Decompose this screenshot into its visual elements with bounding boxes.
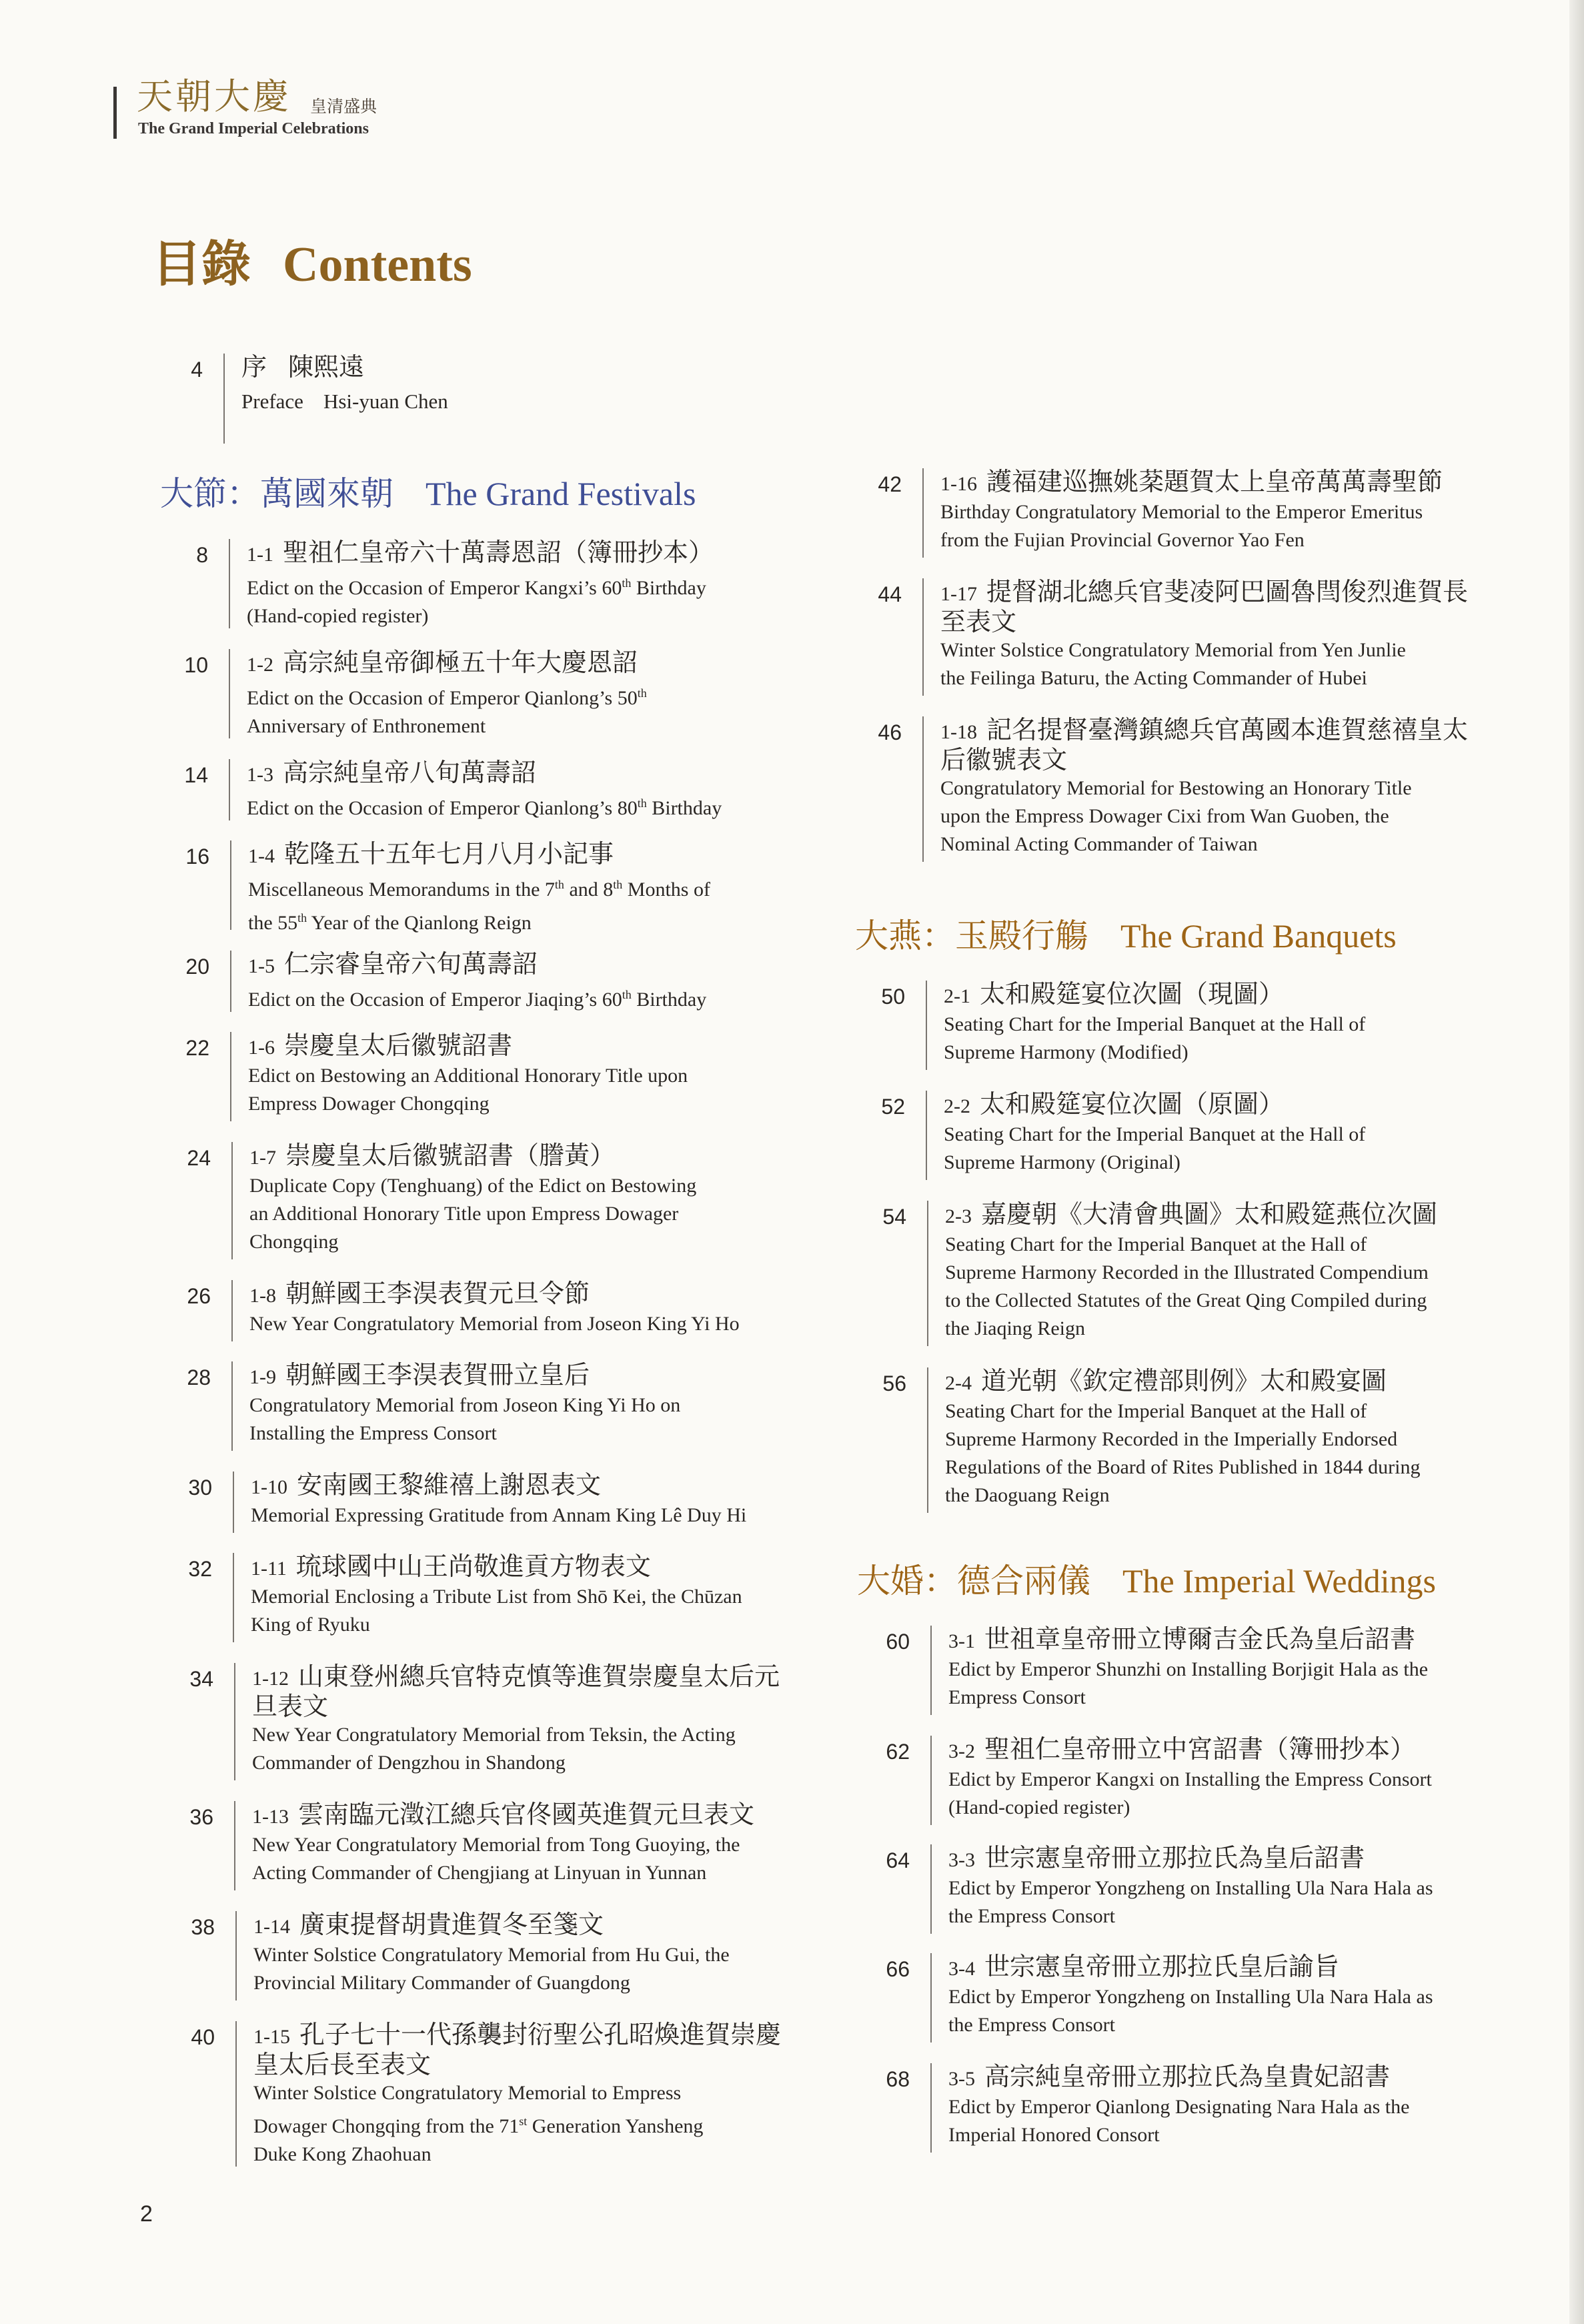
entry-title-cn: 2-1 太和殿筵宴位次圖（現圖） — [944, 981, 1285, 1009]
entry-body — [249, 1280, 740, 1338]
entry-title-en: Edict on Bestowing an Additional Honorary Title upon — [248, 1065, 688, 1087]
section-festivals-cn: 大節：萬國來朝 — [160, 475, 393, 512]
page-number: 46 — [878, 720, 902, 744]
entry-title-cn: 3-2 聖祖仁皇帝冊立中宮詔書（簿冊抄本） — [948, 1736, 1416, 1764]
entry-title-en: the Empress Consort — [948, 2014, 1115, 2036]
entry-title-cn: 3-5 高宗純皇帝冊立那拉氏為皇貴妃詔書 — [948, 2063, 1391, 2091]
entry-title-en: Memorial Expressing Gratitude from Annam King Lê Duy Hi — [251, 1504, 747, 1526]
entry-number: 1-8 — [249, 1285, 276, 1307]
entry-rule — [231, 1280, 233, 1341]
entry-rule — [233, 1472, 234, 1533]
header-en-title: The Grand Imperial Celebrations — [138, 120, 369, 137]
entry-number: 2-3 — [945, 1205, 972, 1227]
entry-body — [948, 1626, 1428, 1712]
entry-body — [251, 1472, 746, 1530]
entry-title-en: Anniversary of Enthronement — [247, 715, 486, 737]
page-number: 4 — [191, 358, 203, 382]
entry-title-en: Edict on the Occasion of Emperor Qianlong’s 80th Birthday — [247, 796, 722, 819]
entry-title-cn: 1-17 提督湖北總兵官斐凌阿巴圖魯閆俊烈進賀長 — [940, 578, 1469, 606]
entry-body — [248, 840, 710, 937]
entry-title-cn: 1-12 山東登州總兵官特克慎等進賀崇慶皇太后元 — [252, 1663, 780, 1691]
entry-body — [944, 981, 1365, 1067]
entry-title-en: Nominal Acting Commander of Taiwan — [940, 833, 1258, 855]
entry-title-cn: 1-2 高宗純皇帝御極五十年大慶恩詔 — [247, 649, 638, 677]
section-festivals-en: The Grand Festivals — [426, 475, 696, 512]
page-number: 30 — [188, 1476, 212, 1500]
page-number: 40 — [191, 2025, 215, 2049]
entry-title-en: Seating Chart for the Imperial Banquet at the Hall of — [944, 1013, 1366, 1035]
entry-title-cn: 1-3 高宗純皇帝八旬萬壽詔 — [247, 759, 537, 787]
entry-number: 2-2 — [944, 1095, 970, 1117]
entry-body — [249, 1142, 696, 1256]
entry-title-cn: 1-1 聖祖仁皇帝六十萬壽恩詔（簿冊抄本） — [247, 539, 714, 567]
section-weddings-cn: 大婚：德合兩儀 — [857, 1562, 1090, 1600]
entry-number: 3-5 — [948, 2068, 975, 2090]
entry-title-cn: 2-2 太和殿筵宴位次圖（原圖） — [944, 1091, 1285, 1119]
entry-title-en: Congratulatory Memorial from Joseon King Yi Ho on — [249, 1394, 681, 1416]
entry-body — [247, 649, 647, 740]
page-number: 14 — [184, 763, 208, 787]
entry-number: 1-11 — [251, 1558, 287, 1580]
entry-body — [247, 759, 722, 822]
entry-rule — [930, 1953, 932, 2043]
entry-title-en: Edict by Emperor Yongzheng on Installing Ula Nara Hala as — [948, 1877, 1433, 1899]
entry-title-cn: 2-4 道光朝《欽定禮部則例》太和殿宴圖 — [945, 1367, 1387, 1395]
page-number: 36 — [189, 1805, 213, 1829]
entry-number: 3-1 — [948, 1630, 975, 1652]
entry-title-en: Edict on the Occasion of Emperor Kangxi’s 60th Birthday — [247, 576, 706, 599]
entry-rule — [233, 1553, 234, 1642]
entry-title-en: Supreme Harmony Recorded in the Illustrated Compendium — [945, 1261, 1429, 1283]
entry-title-cn: 1-16 護福建巡撫姚棻題賀太上皇帝萬萬壽聖節 — [940, 468, 1443, 496]
preface-label-en: Preface — [241, 390, 303, 413]
section-heading-weddings — [857, 1564, 1436, 1598]
entry-title-en: the Jiaqing Reign — [945, 1317, 1085, 1339]
entry-title-en: the Feilinga Baturu, the Acting Commander of Hubei — [940, 667, 1367, 689]
entry-title-cn: 1-7 崇慶皇太后徽號詔書（謄黃） — [249, 1142, 616, 1170]
entry-rule — [926, 981, 927, 1070]
entry-number: 1-18 — [940, 721, 977, 743]
entry-rule — [922, 468, 924, 558]
entry-title-en: from the Fujian Provincial Governor Yao Fen — [940, 529, 1305, 551]
entry-body — [945, 1367, 1420, 1510]
page-number: 64 — [886, 1848, 910, 1872]
entry-body — [248, 1032, 688, 1118]
entry-title-en: Supreme Harmony (Modified) — [944, 1041, 1189, 1063]
page-number: 44 — [878, 582, 902, 606]
entry-number: 3-4 — [948, 1958, 975, 1980]
entry-body — [948, 1953, 1433, 2039]
entry-number: 1-5 — [248, 955, 275, 977]
entry-title-en: the Empress Consort — [948, 1905, 1115, 1927]
entry-number: 1-13 — [252, 1806, 289, 1828]
entry-rule — [930, 1844, 932, 1934]
entry-rule — [229, 539, 230, 628]
entry-number: 1-16 — [940, 473, 977, 495]
entry-number: 1-1 — [247, 544, 273, 566]
entry-number: 1-6 — [248, 1037, 275, 1059]
page-folio: 2 — [140, 2201, 153, 2227]
contents-title-en: Contents — [283, 237, 472, 292]
section-banquets-en: The Grand Banquets — [1120, 917, 1397, 955]
entry-title-en: Memorial Enclosing a Tribute List from Shō Kei, the Chūzan — [251, 1586, 742, 1608]
entry-rule — [230, 840, 231, 930]
entry-body — [940, 578, 1468, 692]
page-number: 52 — [881, 1095, 905, 1119]
entry-number: 1-7 — [249, 1147, 276, 1169]
entry-number: 1-15 — [253, 2026, 290, 2048]
entry-number: 1-12 — [252, 1668, 289, 1690]
section-banquets-cn: 大燕：玉殿行觴 — [855, 917, 1088, 955]
entry-title-en: (Hand-copied register) — [948, 1796, 1130, 1818]
entry-title-en: Chongqing — [249, 1231, 339, 1253]
entry-title-en: Duplicate Copy (Tenghuang) of the Edict on Bestowing — [249, 1175, 697, 1197]
entry-title-en: Dowager Chongqing from the 71st Generation Yansheng — [253, 2115, 704, 2137]
page-number: 24 — [187, 1146, 211, 1170]
page-number: 60 — [886, 1630, 910, 1654]
entry-title-cn: 旦表文 — [252, 1693, 329, 1721]
entry-body — [251, 1553, 742, 1639]
page-number: 56 — [882, 1371, 906, 1395]
page-number: 8 — [196, 543, 208, 567]
entry-title-en: Winter Solstice Congratulatory Memorial from Yen Junlie — [940, 639, 1406, 661]
entry-title-en: Birthday Congratulatory Memorial to the Emperor Emeritus — [940, 501, 1423, 523]
entry-title-en: Congratulatory Memorial for Bestowing an Honorary Title — [940, 777, 1412, 799]
entry-body — [945, 1201, 1437, 1343]
entry-title-en: New Year Congratulatory Memorial from Teksin, the Acting — [252, 1724, 736, 1746]
entry-number: 1-9 — [249, 1366, 276, 1388]
preface-author-cn: 陳熙遠 — [288, 354, 365, 382]
entry-title-cn: 皇太后長至表文 — [253, 2051, 432, 2079]
entry-title-en: Provincial Military Commander of Guangdong — [253, 1972, 630, 1994]
entry-title-en: an Additional Honorary Title upon Empress Dowager — [249, 1203, 679, 1225]
contents-title-cn: 目錄 — [152, 237, 251, 292]
entry-title-en: the 55th Year of the Qianlong Reign — [248, 911, 532, 934]
entry-body — [252, 1663, 780, 1777]
header-cn-title: 天朝大慶 — [137, 77, 291, 117]
page-number: 32 — [188, 1557, 212, 1581]
entry-title-en: Miscellaneous Memorandums in the 7th and 8th Months of — [248, 878, 710, 901]
entry-title-en: New Year Congratulatory Memorial from Joseon King Yi Ho — [249, 1313, 740, 1335]
page-edge — [1569, 0, 1584, 2324]
contents-title — [152, 237, 472, 292]
entry-title-en: Edict by Emperor Shunzhi on Installing Borjigit Hala as the — [948, 1658, 1429, 1680]
entry-title-en: Supreme Harmony (Original) — [944, 1151, 1180, 1173]
entry-rule — [930, 1736, 932, 1825]
page-number: 22 — [185, 1036, 209, 1060]
entry-body — [249, 1361, 680, 1447]
entry-title-cn: 3-4 世宗憲皇帝冊立那拉氏皇后諭旨 — [948, 1953, 1340, 1981]
entry-title-cn: 1-11 琉球國中山王尚敬進貢方物表文 — [251, 1553, 651, 1581]
entry-body — [248, 951, 706, 1014]
entry-title-en: Edict by Emperor Qianlong Designating Nara Hala as the — [948, 2096, 1410, 2118]
entry-title-en: Empress Consort — [948, 1686, 1086, 1708]
entry-title-cn: 1-4 乾隆五十五年七月八月小記事 — [248, 840, 614, 868]
entry-body — [948, 1736, 1432, 1822]
entry-rule — [930, 1626, 932, 1715]
entry-number: 3-2 — [948, 1740, 975, 1762]
page-number: 66 — [886, 1957, 910, 1981]
entry-number: 3-3 — [948, 1849, 975, 1871]
entry-body — [253, 1911, 730, 1997]
entry-title-en: Duke Kong Zhaohuan — [253, 2143, 432, 2165]
entry-body — [247, 539, 714, 630]
entry-title-en: Edict on the Occasion of Emperor Jiaqing’s 60th Birthday — [248, 988, 707, 1011]
entry-title-en: Seating Chart for the Imperial Banquet at the Hall of — [945, 1233, 1367, 1255]
entry-title-en: Edict by Emperor Kangxi on Installing the Empress Consort — [948, 1768, 1432, 1790]
entry-title-cn: 1-10 安南國王黎維禧上謝恩表文 — [251, 1472, 602, 1500]
entry-body — [253, 2021, 781, 2169]
entry-rule — [926, 1091, 927, 1180]
entry-title-en: Winter Solstice Congratulatory Memorial from Hu Gui, the — [253, 1944, 730, 1966]
section-heading-banquets — [855, 919, 1397, 953]
entry-title-en: Installing the Empress Consort — [249, 1422, 497, 1444]
entry-title-en: New Year Congratulatory Memorial from Tong Guoying, the — [252, 1834, 740, 1856]
page-number: 28 — [187, 1365, 211, 1389]
entry-title-cn: 1-8 朝鮮國王李淏表賀元旦令節 — [249, 1280, 590, 1308]
entry-number: 1-17 — [940, 583, 977, 605]
header-cn-subtitle: 皇清盛典 — [310, 98, 377, 116]
page-number: 26 — [187, 1284, 211, 1308]
entry-body — [252, 1801, 754, 1887]
page-number: 38 — [191, 1915, 215, 1939]
entry-title-en: Winter Solstice Congratulatory Memorial to Empress — [253, 2082, 682, 2104]
page-number: 68 — [886, 2067, 910, 2091]
entry-number: 1-4 — [248, 845, 275, 867]
entry-rule — [927, 1367, 928, 1513]
entry-rule — [231, 1142, 233, 1259]
section-heading-festivals — [160, 477, 696, 510]
entry-title-en: Seating Chart for the Imperial Banquet at the Hall of — [944, 1123, 1366, 1145]
entry-title-cn: 1-18 記名提督臺灣鎮總兵官萬國本進賀慈禧皇太 — [940, 716, 1469, 744]
entry-rule — [223, 354, 225, 444]
entry-number: 2-1 — [944, 985, 970, 1007]
entry-number: 1-14 — [253, 1916, 290, 1938]
entry-title-en: Supreme Harmony Recorded in the Imperially Endorsed — [945, 1428, 1398, 1450]
entry-title-en: the Daoguang Reign — [945, 1484, 1110, 1506]
entry-title-en: Edict by Emperor Yongzheng on Installing Ula Nara Hala as — [948, 1986, 1433, 2008]
entry-title-en: (Hand-copied register) — [247, 605, 429, 627]
entry-rule — [235, 1911, 237, 2000]
entry-rule — [234, 1801, 235, 1890]
entry-title-en: Imperial Honored Consort — [948, 2124, 1160, 2146]
entry-number: 1-2 — [247, 654, 273, 676]
page-number: 54 — [882, 1205, 906, 1229]
entry-title-cn: 1-6 崇慶皇太后徽號詔書 — [248, 1032, 513, 1060]
entry-title-cn: 1-9 朝鮮國王李淏表賀冊立皇后 — [249, 1361, 590, 1389]
entry-number: 2-4 — [945, 1372, 972, 1394]
page-number: 10 — [184, 653, 208, 677]
entry-body — [944, 1091, 1365, 1177]
entry-rule — [235, 2021, 237, 2167]
entry-rule — [922, 578, 924, 696]
entry-title-cn: 1-13 雲南臨元澂江總兵官佟國英進賀元旦表文 — [252, 1801, 755, 1829]
entry-title-cn: 1-5 仁宗睿皇帝六旬萬壽詔 — [248, 951, 538, 979]
preface-label-cn: 序 — [241, 354, 267, 382]
entry-title-en: Regulations of the Board of Rites Published in 1844 during — [945, 1456, 1421, 1478]
entry-body — [948, 2063, 1409, 2149]
page-number: 50 — [881, 985, 905, 1009]
entry-title-en: Seating Chart for the Imperial Banquet at the Hall of — [945, 1400, 1367, 1422]
entry-title-en: Acting Commander of Chengjiang at Linyuan in Yunnan — [252, 1862, 707, 1884]
preface-author-en: Hsi-yuan Chen — [323, 390, 448, 413]
page-number: 42 — [878, 472, 902, 496]
entry-title-cn: 1-15 孔子七十一代孫襲封衍聖公孔昭煥進賀崇慶 — [253, 2021, 782, 2049]
entry-title-en: Edict on the Occasion of Emperor Qianlong’s 50th — [247, 686, 647, 709]
entry-title-en: to the Collected Statutes of the Great Qing Compiled during — [945, 1289, 1427, 1311]
entry-title-en: Commander of Dengzhou in Shandong — [252, 1752, 566, 1774]
entry-title-en: Empress Dowager Chongqing — [248, 1093, 490, 1115]
entry-body — [948, 1844, 1433, 1930]
page-number: 20 — [185, 955, 209, 979]
entry-rule — [927, 1201, 928, 1346]
entry-body — [940, 468, 1443, 554]
entry-number: 1-10 — [251, 1476, 287, 1498]
page-number: 34 — [189, 1667, 213, 1691]
entry-rule — [229, 759, 230, 820]
entry-title-cn: 3-1 世祖章皇帝冊立博爾吉金氏為皇后詔書 — [948, 1626, 1416, 1654]
entry-rule — [234, 1663, 235, 1780]
entry-title-cn: 至表文 — [940, 608, 1017, 636]
entry-rule — [230, 1032, 231, 1121]
entry-rule — [930, 2063, 932, 2153]
entry-number: 1-3 — [247, 764, 273, 786]
entry-rule — [231, 1361, 233, 1451]
entry-title-en: upon the Empress Dowager Cixi from Wan Guoben, the — [940, 805, 1389, 827]
page-number: 16 — [185, 844, 209, 868]
entry-title-cn: 1-14 廣東提督胡貴進賀冬至箋文 — [253, 1911, 604, 1939]
entry-title-cn: 3-3 世宗憲皇帝冊立那拉氏為皇后詔書 — [948, 1844, 1365, 1872]
entry-rule — [922, 716, 924, 862]
entry-rule — [230, 951, 231, 1012]
entry-title-cn: 2-3 嘉慶朝《大清會典圖》太和殿筵燕位次圖 — [945, 1201, 1438, 1229]
entry-body — [940, 716, 1468, 858]
section-weddings-en: The Imperial Weddings — [1122, 1562, 1436, 1600]
entry-title-en: King of Ryuku — [251, 1614, 370, 1636]
entry-title-cn: 后徽號表文 — [940, 746, 1068, 774]
page-number: 62 — [886, 1740, 910, 1764]
header-rule — [113, 87, 117, 139]
entry-rule — [229, 649, 230, 738]
